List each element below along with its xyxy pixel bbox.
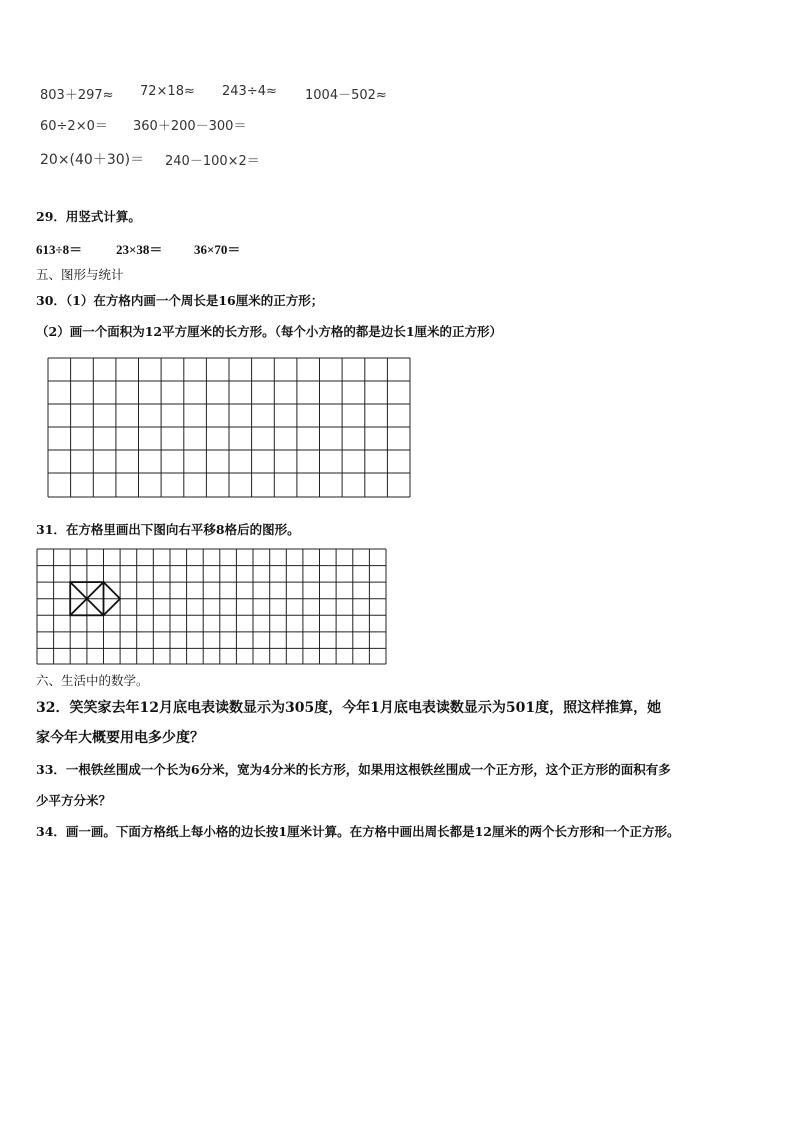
calc-item: 243÷4≈: [222, 84, 277, 99]
section-heading-6: 六、生活中的数学。: [36, 673, 149, 688]
calc-item: 20×(40＋30)＝: [40, 152, 145, 168]
grid-q31: [36, 546, 390, 666]
section-heading-5: 五、图形与统计: [36, 267, 124, 282]
q29-item: 613÷8＝: [36, 242, 83, 257]
calc-item: 803＋297≈: [40, 88, 114, 103]
question-30-line1: 30．（1）在方格内画一个周长是16厘米的正方形；: [36, 293, 324, 308]
calc-item: 60÷2×0＝: [40, 119, 108, 134]
grid-q30: [47, 357, 413, 499]
question-32-line1: 32．笑笑家去年12月底电表读数显示为305度，今年1月底电表读数显示为501度，照这样推算，她: [36, 700, 662, 716]
question-34-title: 34．画一画。下面方格纸上每小格的边长按1厘米计算。在方格中画出周长都是12厘米的两个长方形和一个正方形。: [36, 824, 680, 839]
question-29-title: 29．用竖式计算。: [36, 209, 141, 224]
calc-item: 72×18≈: [140, 84, 195, 99]
q29-item: 23×38＝: [116, 242, 163, 257]
calc-item: 240－100×2＝: [165, 154, 260, 169]
q29-item: 36×70＝: [194, 242, 241, 257]
question-33-line1: 33．一根铁丝围成一个长为6分米，宽为4分米的长方形，如果用这根铁丝围成一个正方形，这个正方形的面积有多: [36, 762, 671, 777]
question-30-line2: （2）画一个面积为12平方厘米的长方形。（每个小方格的都是边长1厘米的正方形）: [36, 324, 503, 339]
question-33-line2: 少平方分米？: [36, 793, 112, 808]
question-32-line2: 家今年大概要用电多少度？: [36, 730, 204, 746]
question-31-title: 31．在方格里画出下图向右平移8格后的图形。: [36, 522, 300, 537]
calc-item: 1004－502≈: [305, 88, 387, 103]
calc-item: 360＋200－300＝: [133, 119, 247, 134]
